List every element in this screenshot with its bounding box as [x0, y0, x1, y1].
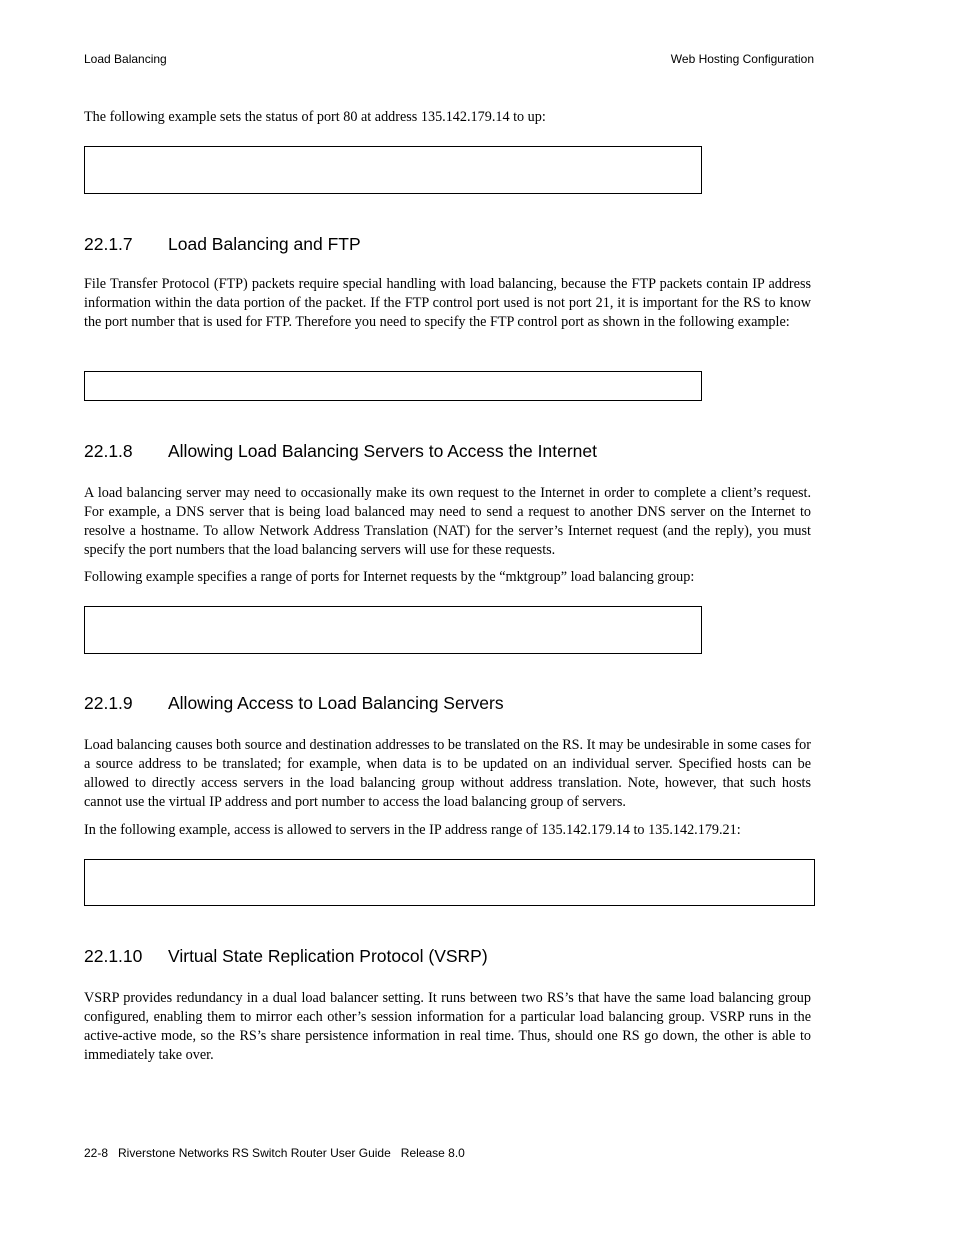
section-paragraph: File Transfer Protocol (FTP) packets require special handling with load balancing, because the FTP packets contain IP address information within the data portion of the packet. If the FTP control port used is not port 21, it is important for the RS to know the port number that is used for FTP. Therefore you need to specify the FTP control port as shown in the following example: [84, 276, 811, 330]
intro-paragraph: The following example sets the status of port 80 at address 135.142.179.14 to up: [84, 109, 546, 125]
section-paragraph: Following example specifies a range of ports for Internet requests by the “mktgroup” load balancing group: [84, 569, 695, 585]
page-footer: 22-8 Riverstone Networks RS Switch Router User Guide Release 8.0 [84, 1146, 465, 1160]
section-paragraph: VSRP provides redundancy in a dual load balancer setting. It runs between two RS’s that have the same load balancing group configured, enabling them to mirror each other’s session information for a particular load balancing group. VSRP runs in the active-active mode, so the RS’s share persistence information in real time. Thus, should one RS go down, the other is able to immediately take over. [84, 990, 811, 1063]
running-header-left: Load Balancing [84, 52, 167, 66]
code-example-box [84, 146, 702, 194]
section-paragraph: In the following example, access is allowed to servers in the IP address range of 135.142.179.14 to 135.142.179.21: [84, 822, 741, 838]
section-title: Allowing Load Balancing Servers to Access the Internet [168, 441, 597, 461]
section-paragraph: A load balancing server may need to occasionally make its own request to the Internet in order to complete a client’s request. For example, a DNS server that is being load balanced may need to send a request to another DNS server on the Internet to resolve a hostname. To allow Network Address Translation (NAT) for the server’s Internet request (and the reply), you must specify the port numbers that the load balancing servers will use for these requests. [84, 485, 811, 558]
section-paragraph: Load balancing causes both source and destination addresses to be translated on the RS. It may be undesirable in some cases for a source address to be translated; for example, when data is to be updated on an individual server. Specified hosts can be allowed to directly access servers in the load balancing group without address translation. Note, however, that such hosts cannot use the virtual IP address and port number to access the load balancing group of servers. [84, 737, 811, 810]
section-heading [84, 234, 361, 255]
section-heading [84, 946, 488, 967]
section-title: Load Balancing and FTP [168, 234, 361, 254]
section-title: Allowing Access to Load Balancing Servers [168, 693, 504, 713]
running-header-right: Web Hosting Configuration [670, 52, 814, 66]
section-title: Virtual State Replication Protocol (VSRP) [168, 946, 488, 966]
code-example-box [84, 859, 815, 906]
code-example-box [84, 606, 702, 654]
section-number: 22.1.10 [84, 946, 143, 966]
section-number: 22.1.9 [84, 693, 133, 713]
section-number: 22.1.7 [84, 234, 133, 254]
code-example-box [84, 371, 702, 401]
section-number: 22.1.8 [84, 441, 133, 461]
section-heading [84, 693, 504, 714]
section-heading [84, 441, 597, 462]
